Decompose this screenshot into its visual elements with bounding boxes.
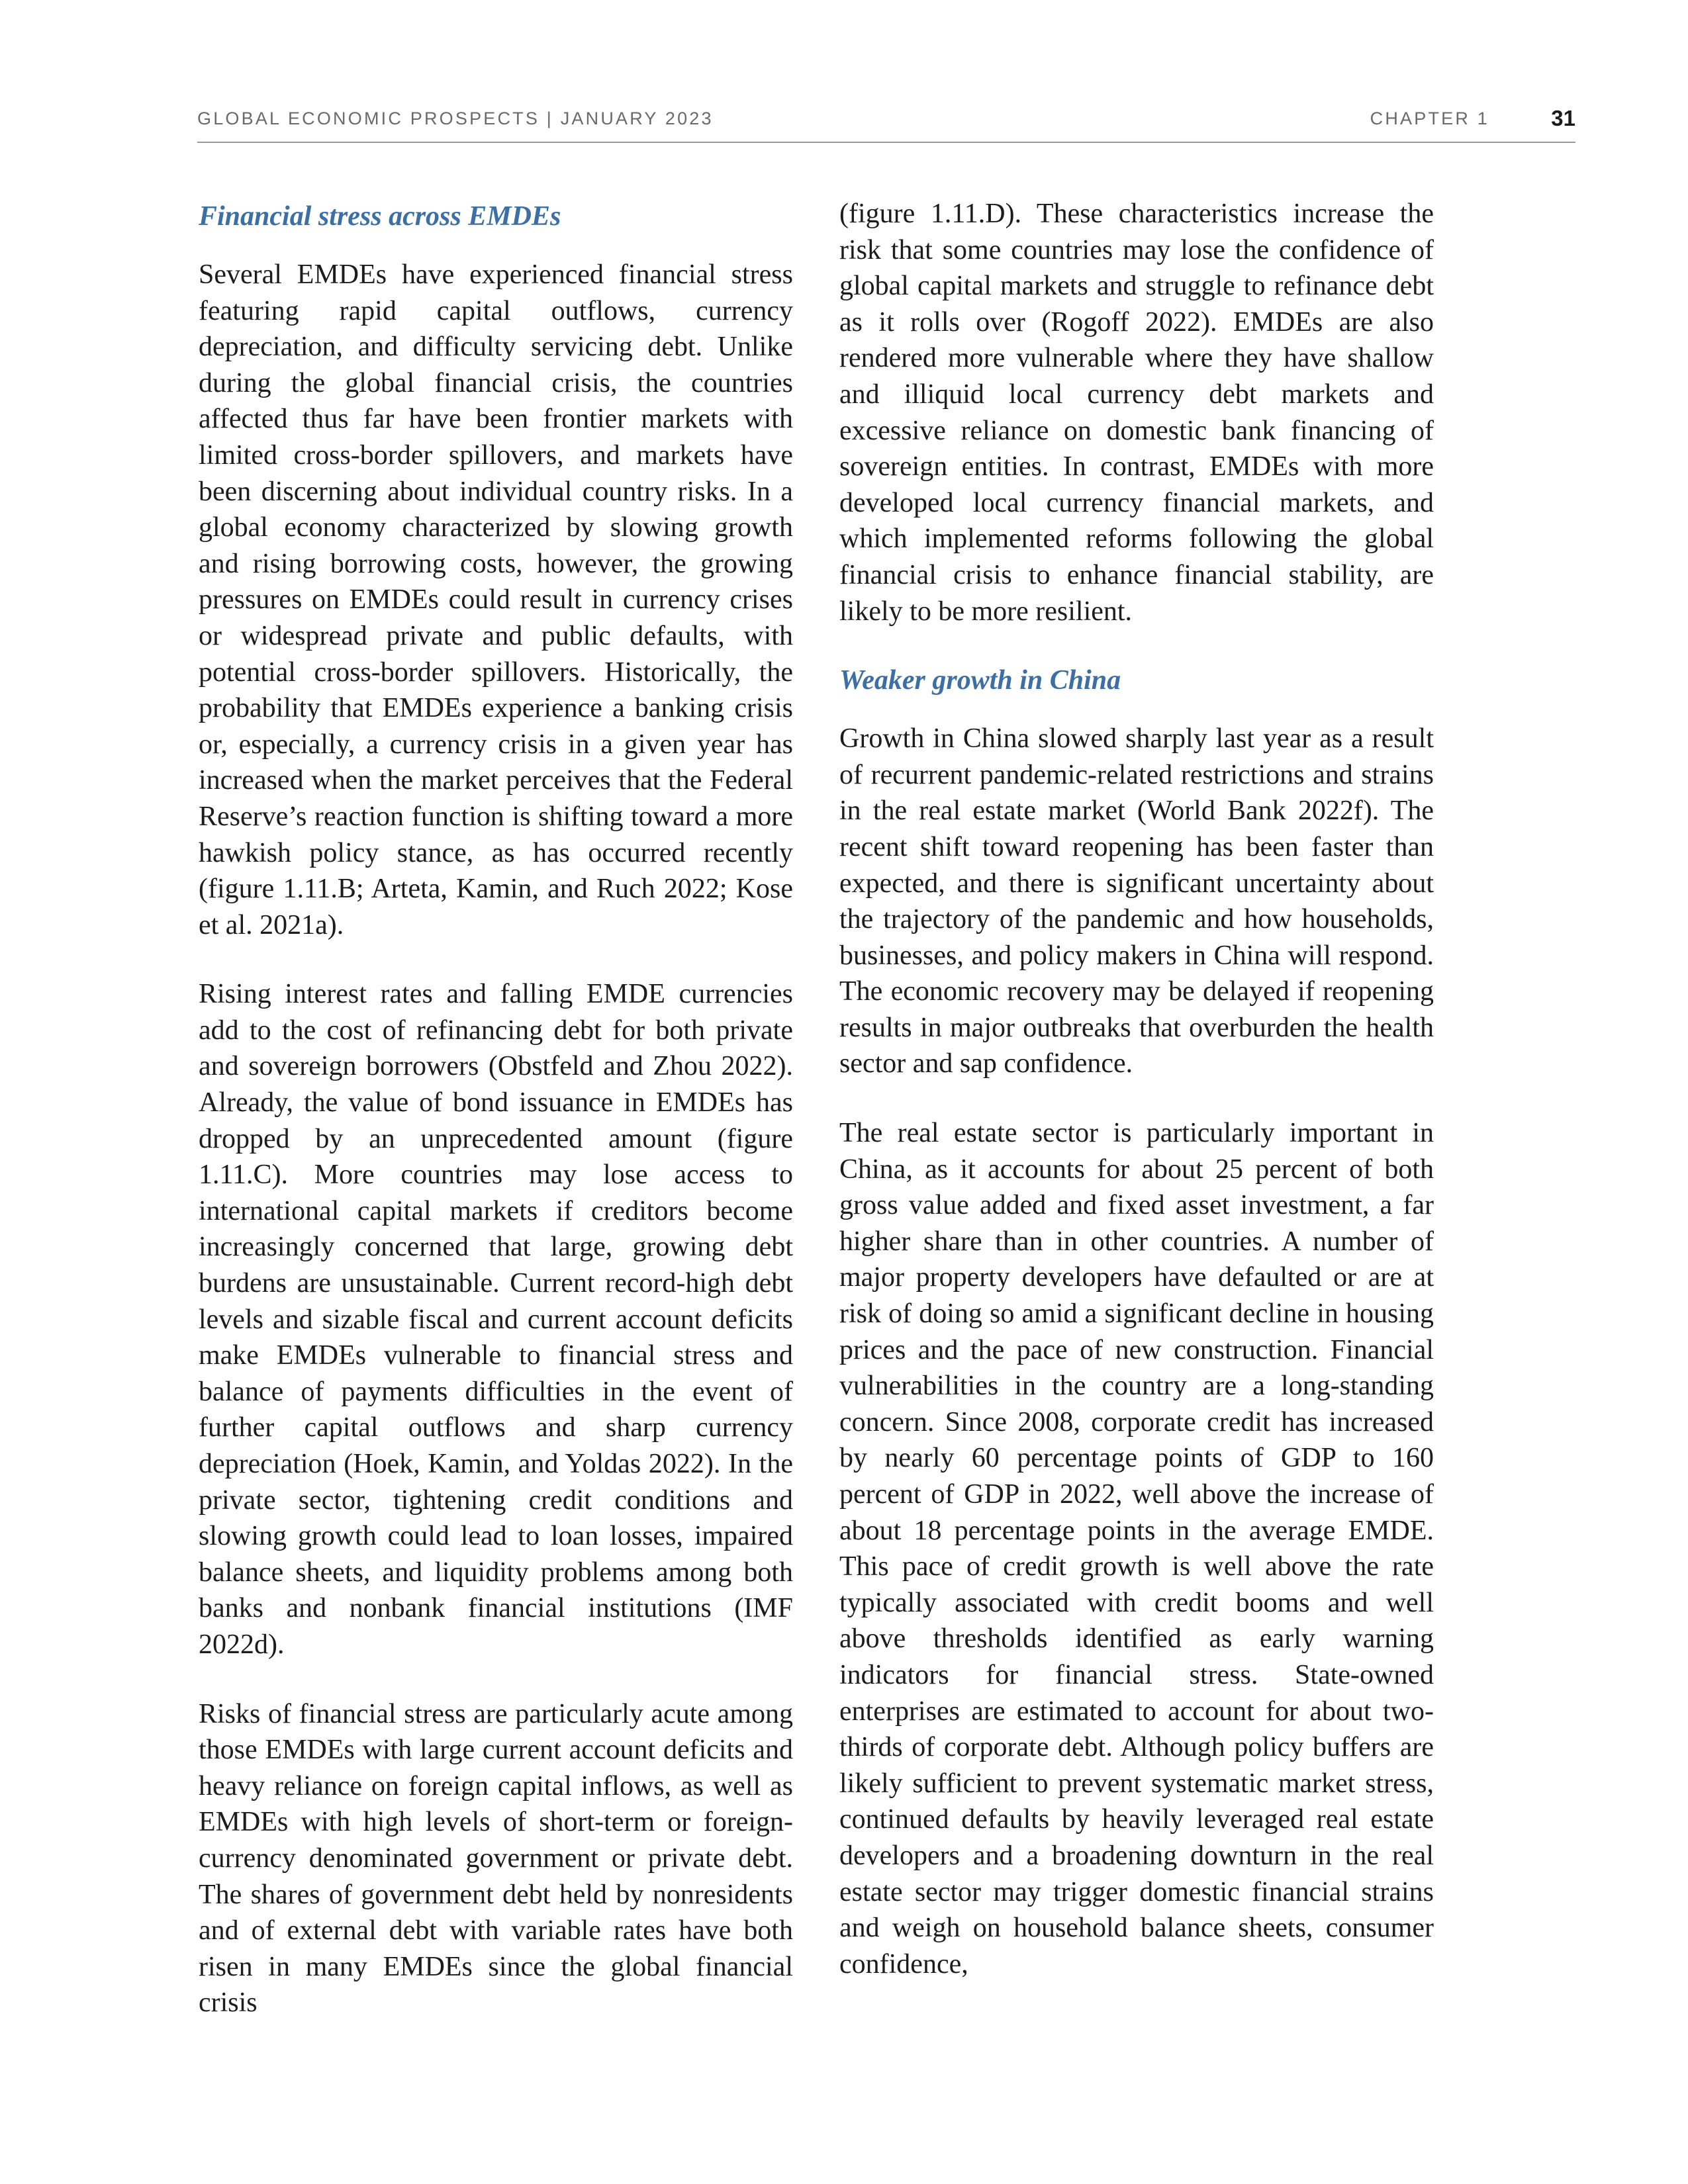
paragraph: Growth in China slowed sharply last year as a result of recurrent pandemic-related restrictions and strains in the real estate market (World Bank 2022f). The recent shift toward reopening has been faster than expected, and there is significant uncertainty about the trajectory of the pandemic and how households, businesses, and policy makers in China will respond. The economic recovery may be delayed if reopening results in major outbreaks that overburden the health sector and sap confidence.	[839, 723, 1434, 1079]
page-number: 31	[1551, 106, 1575, 130]
publication-title: GLOBAL ECONOMIC PROSPECTS | JANUARY 2023	[197, 109, 714, 128]
chapter-label: CHAPTER 1	[1370, 109, 1489, 128]
paragraph: Several EMDEs have experienced financial stress featuring rapid capital outflows, currency depreciation, and difficulty servicing debt. Unlike during the global financial crisis, the countries affected thus far have been frontier markets with limited cross-border spillovers, and markets have been discerning about individual country risks. In a global economy characterized by slowing growth and rising borrowing costs, however, the growing pressures on EMDEs could result in currency crises or widespread private and public defaults, with potential cross-border spillovers. Historically, the probability that EMDEs experience a banking crisis or, especially, a currency crisis in a given year has increased when the market perceives that the Federal Reserve’s reaction function is shifting toward a more hawkish policy stance, as has occurred recently (figure 1.11.B; Arteta, Kamin, and Ruch 2022; Kose et al. 2021a).	[199, 259, 793, 940]
left-column	[199, 196, 793, 2054]
section-heading-financial-stress: Financial stress across EMDEs	[199, 201, 561, 232]
paragraph: The real estate sector is particularly important in China, as it accounts for about 25 percent of both gross value added and fixed asset investment, a far higher share than in other countries. A number of major property developers have defaulted or are at risk of doing so amid a significant decline in housing prices and the pace of new construction. Financial vulnerabilities in the country are a long-standing concern. Since 2008, corporate credit has increased by nearly 60 percentage points of GDP to 160 percent of GDP in 2022, well above the increase of about 18 percentage points in the average EMDE. This pace of credit growth is well above the rate typically associated with credit booms and well above thresholds identified as early warning indicators for financial stress. State-owned enterprises are estimated to account for about two-thirds of corporate debt. Although policy buffers are likely sufficient to prevent systematic market stress, continued defaults by heavily leveraged real estate developers and a broadening downturn in the real estate sector may trigger domestic financial strains and weigh on household balance sheets, consumer confidence,	[839, 1118, 1434, 1979]
paragraph-continuation: (figure 1.11.D). These characteristics increase the risk that some countries may lose the confidence of global capital markets and struggle to refinance debt as it rolls over (Rogoff 2022). EMDEs are also rendered more vulnerable where they have shallow and illiquid local currency debt markets and excessive reliance on domestic bank financing of sovereign entities. In contrast, EMDEs with more developed local currency financial markets, and which implemented reforms following the global financial crisis to enhance financial stability, are likely to be more resilient.	[839, 199, 1434, 627]
paragraph: Rising interest rates and falling EMDE currencies add to the cost of refinancing debt for both private and sovereign borrowers (Obstfeld and Zhou 2022). Already, the value of bond issuance in EMDEs has dropped by an unprecedented amount (figure 1.11.C). More countries may lose access to international capital markets if creditors become increasingly concerned that large, growing debt burdens are unsustainable. Current record-high debt levels and sizable fiscal and current account deficits make EMDEs vulnerable to financial stress and balance of payments difficulties in the event of further capital outflows and sharp currency depreciation (Hoek, Kamin, and Yoldas 2022). In the private sector, tightening credit conditions and slowing growth could lead to loan losses, impaired balance sheets, and liquidity problems among both banks and nonbank financial institutions (IMF 2022d).	[199, 979, 793, 1660]
right-column	[839, 196, 1434, 2015]
section-heading-china: Weaker growth in China	[839, 665, 1121, 696]
paragraph: Risks of financial stress are particularly acute among those EMDEs with large current account deficits and heavy reliance on foreign capital inflows, as well as EMDEs with high levels of short-term or foreign-currency denominated government or private debt. The shares of government debt held by nonresidents and of external debt with variable rates have both risen in many EMDEs since the global financial crisis	[199, 1698, 793, 2019]
running-header	[197, 106, 1575, 143]
